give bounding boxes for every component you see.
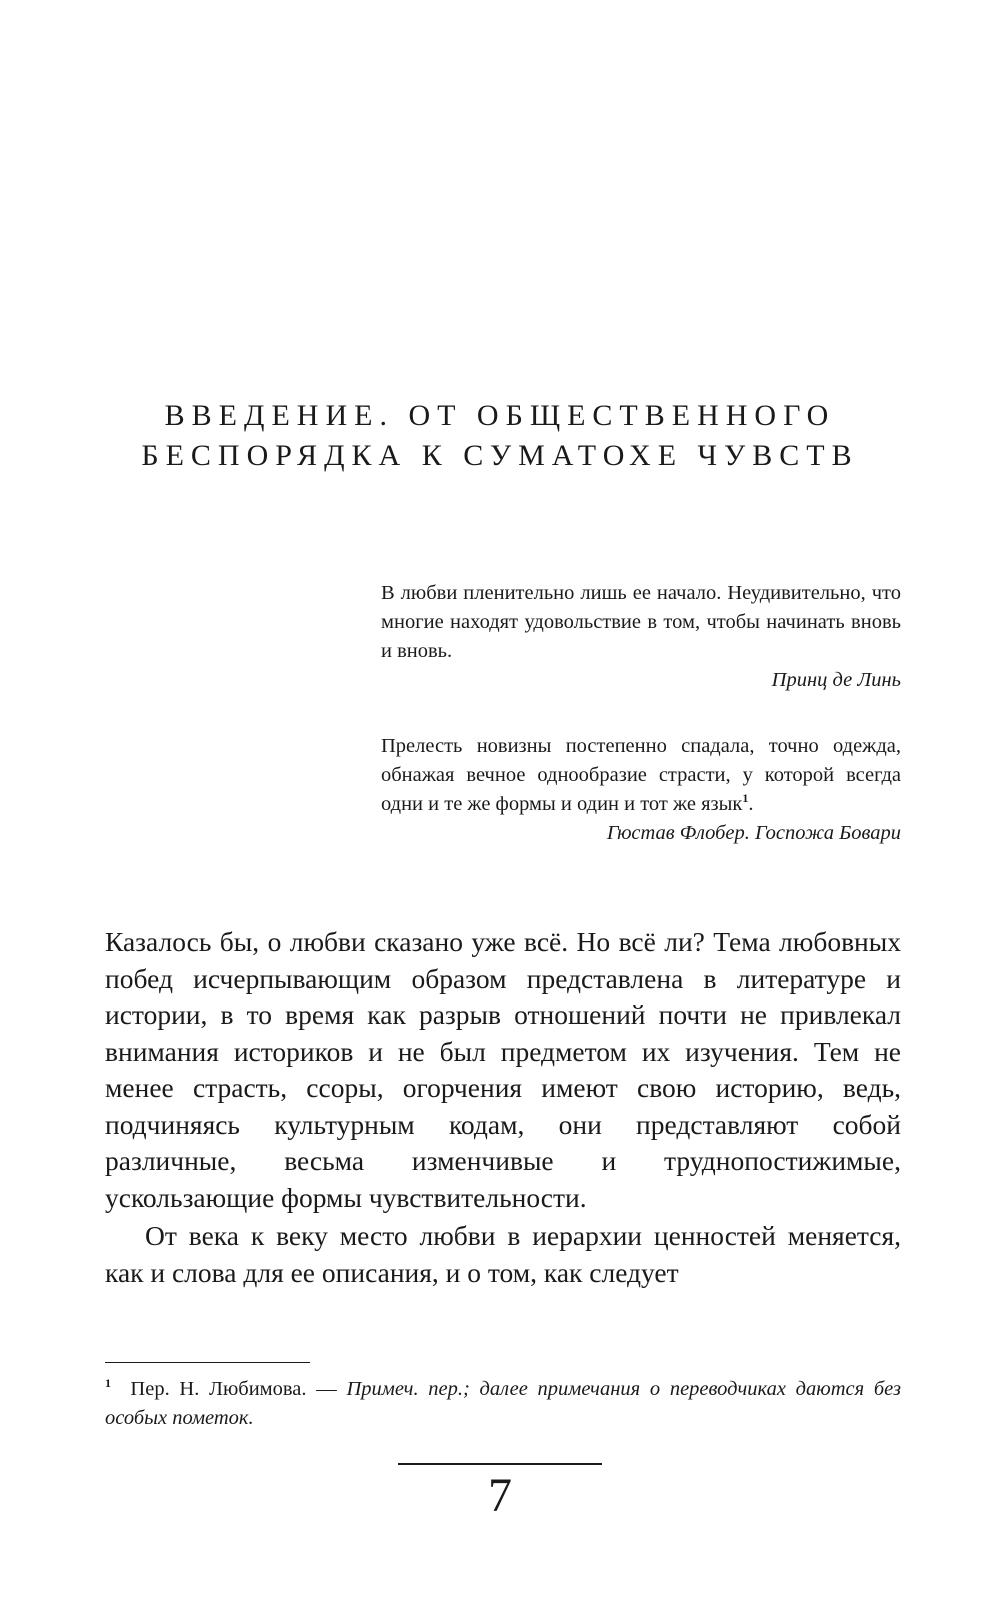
footnote-divider xyxy=(105,1362,310,1363)
epigraph-1 xyxy=(381,579,901,695)
chapter-title-line-2: БЕСПОРЯДКА К СУМАТОХЕ ЧУВСТВ xyxy=(141,439,859,472)
page-number-rule xyxy=(398,1463,602,1465)
epigraph-2-text: Прелесть новизны постепенно спадала, точно одежда, обнажая вечное однообразие страсти, у которой всегда одни и те же формы и один и тот же язык xyxy=(381,735,901,815)
footnote-italic-text: Примеч. пер.; далее примечания о переводчиках даются без особых пометок. xyxy=(105,1378,902,1429)
footnote xyxy=(105,1375,901,1433)
body-text xyxy=(105,924,901,1291)
epigraph-2 xyxy=(381,732,901,848)
footnote-paragraph xyxy=(105,1375,901,1433)
body-paragraph-1: Казалось бы, о любви сказано уже всё. Но всё ли? Тема любовных побед исчерпывающим образом представлена в литературе и истории, в то время как разрыв отношений почти не привлекал внимания историков и не был предметом их изучения. Тем не менее страсть, ссоры, огорчения имеют свою историю, ведь, подчиняясь культурным кодам, они представляют собой различные, весьма изменчивые и труднопостижимые, ускользающие формы чувствительности. xyxy=(105,926,901,1213)
epigraph-2-text-block: Прелесть новизны постепенно спадала, точно одежда, обнажая вечное однообразие страсти, у которой всегда одни и те же формы и один и тот же язык$^1$. xyxy=(381,735,901,815)
chapter-title-line-1: ВВЕДЕНИЕ. ОТ ОБЩЕСТВЕННОГО xyxy=(164,399,836,432)
epigraph-1-attribution: Принц де Линь xyxy=(771,669,901,691)
page-number: 7 xyxy=(488,1469,512,1522)
footnote-reference[interactable]: 1 xyxy=(742,791,749,805)
chapter-title xyxy=(0,396,1000,476)
footnote-text: Пер. Н. Любимова. — xyxy=(130,1378,337,1400)
epigraph-1-text: В любви пленительно лишь ее начало. Неудивительно, что многие находят удовольствие в том, чтобы начинать вновь и вновь. xyxy=(381,582,901,662)
footnote-marker: 1 xyxy=(105,1376,111,1390)
epigraph-2-attribution: Гюстав Флобер. Госпожа Бовари xyxy=(606,822,901,844)
body-paragraph-2: От века к веку место любви в иерархии ценностей меняется, как и слова для ее описания, и о том, как следует xyxy=(105,1220,901,1288)
